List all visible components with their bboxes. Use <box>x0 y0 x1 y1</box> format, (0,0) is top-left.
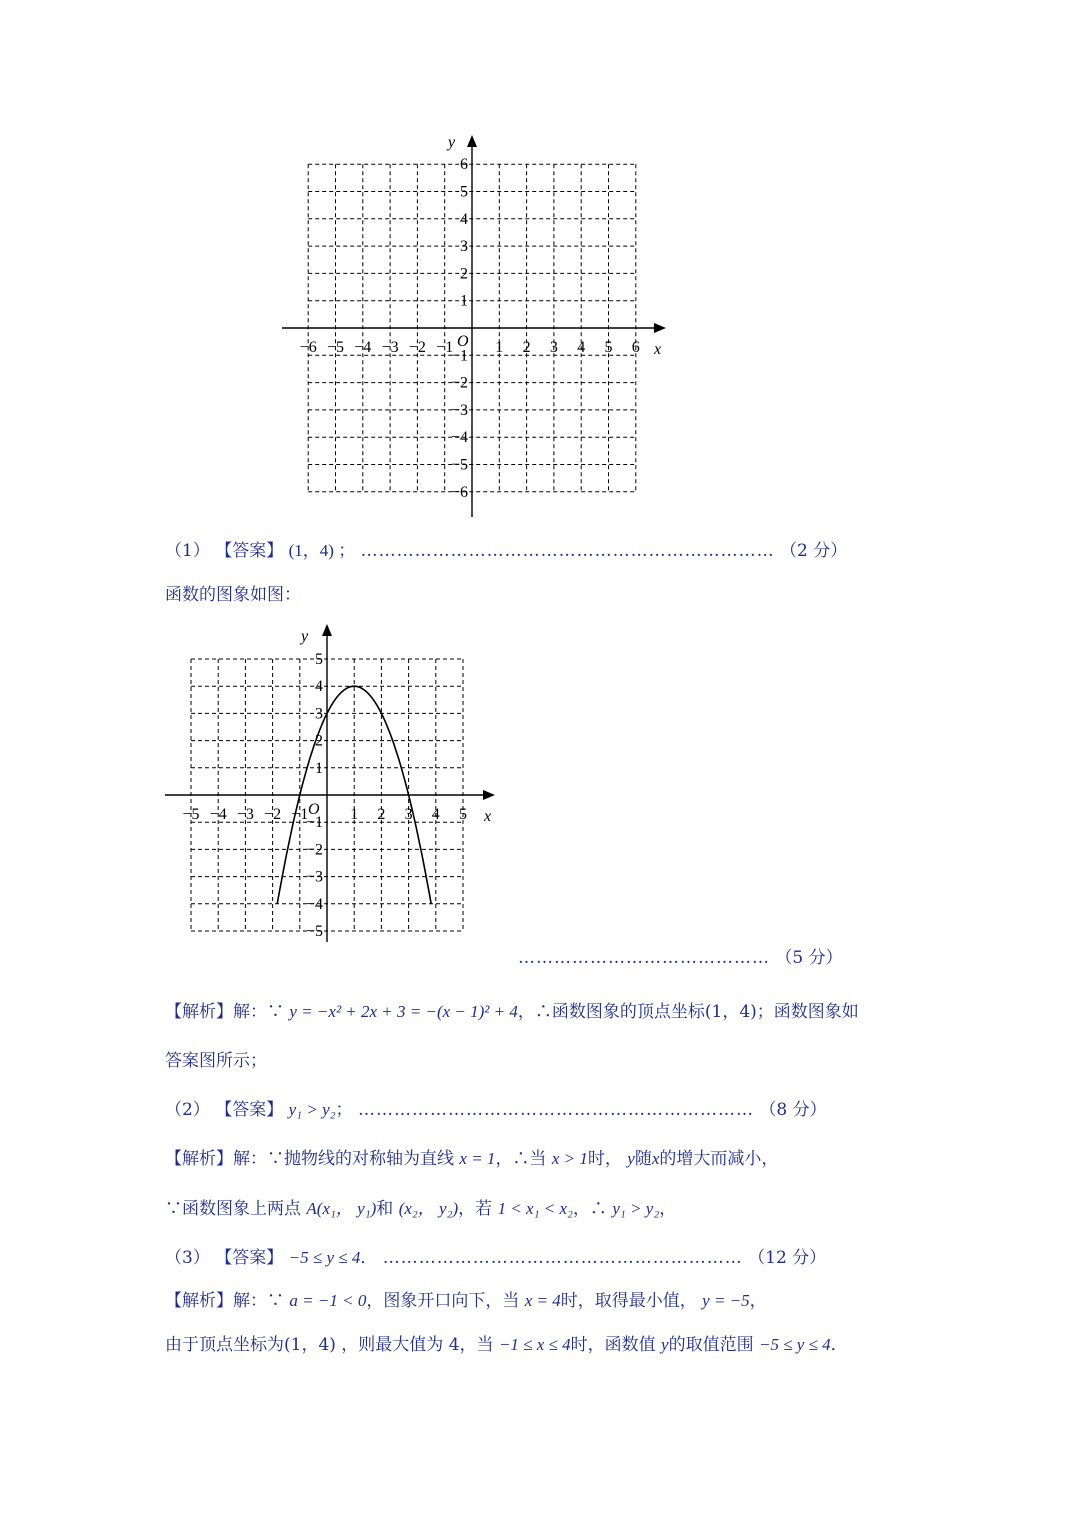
y-tick-label: −3 <box>450 401 468 419</box>
conclusion: y₁ > y₂ <box>612 1199 660 1218</box>
y-tick-label: −4 <box>305 895 323 913</box>
formula-y: y <box>627 1149 635 1168</box>
text-mid: 的取值范围 <box>668 1335 754 1355</box>
x-tick-label: −4 <box>354 339 372 356</box>
y-axis-arrow <box>467 135 477 147</box>
inequality: 1 < x₁ < x₂ <box>497 1199 573 1218</box>
x-tick-label: −4 <box>209 806 227 823</box>
x-tick-label: 5 <box>604 339 613 356</box>
x-tick-label: −2 <box>408 339 426 356</box>
analysis-tag: 【解析】 <box>165 1149 233 1169</box>
empty-coordinate-grid <box>270 125 690 530</box>
formula-y: y <box>661 1335 669 1354</box>
q2-analysis-line2 <box>165 1194 676 1219</box>
formula-x: x <box>651 1149 660 1168</box>
text-mid: ，∴当 <box>495 1149 547 1169</box>
analysis-pre: 解：∵ <box>233 1291 284 1311</box>
q1-analysis-line <box>165 997 859 1022</box>
score-label: （2 分） <box>780 541 848 561</box>
x-tick-label: 3 <box>404 806 413 823</box>
dotted-leader: …………………………………………………………… <box>360 541 775 561</box>
formula-x4: x = 4 <box>524 1291 561 1310</box>
point-a: A(x₁， y₁) <box>306 1199 377 1218</box>
formula-condition: x > 1 <box>551 1149 588 1168</box>
text-mid: 时，取得最小值， <box>560 1291 697 1311</box>
y-axis-label: y <box>301 628 309 645</box>
x-tick-label: 4 <box>431 806 440 823</box>
x-tick-label: 2 <box>377 806 386 823</box>
value-range: −5 ≤ y ≤ 4 <box>758 1335 831 1354</box>
x-tick-label: 3 <box>549 339 558 356</box>
x-axis-arrow <box>654 323 666 333</box>
y-tick-label: 5 <box>315 651 323 668</box>
q3-answer-line <box>165 1243 826 1268</box>
x-tick-label: 5 <box>459 806 467 823</box>
score-label: （8 分） <box>759 1100 827 1120</box>
text-post: ， <box>659 1199 677 1219</box>
y-axis-label: y <box>448 134 456 151</box>
text-pre: ∵函数图象上两点 <box>165 1199 301 1219</box>
answer-tag: 【答案】 <box>215 1100 284 1120</box>
y-tick-label: −2 <box>305 841 323 859</box>
y-tick-label: −1 <box>450 347 468 365</box>
part-label: （3） <box>165 1248 210 1268</box>
answer-tag: 【答案】 <box>215 1248 284 1268</box>
x-tick-label: 2 <box>522 339 531 356</box>
text-mid: 时， <box>587 1149 622 1169</box>
q3-analysis-line2 <box>165 1330 848 1355</box>
analysis-tag: 【解析】 <box>165 1291 233 1311</box>
y-tick-label: 3 <box>315 705 323 723</box>
y-tick-label: 2 <box>460 265 468 283</box>
formula-axis: x = 1 <box>459 1149 496 1168</box>
analysis-pre: 解：∵ <box>233 1002 284 1022</box>
origin-label: O <box>308 801 320 818</box>
x-tick-label: −5 <box>326 339 345 356</box>
analysis-post: ，∴函数图象的顶点坐标(1，4)；函数图象如 <box>517 1002 859 1022</box>
q2-analysis-line <box>165 1144 778 1169</box>
y-tick-label: −1 <box>305 814 323 832</box>
y-tick-label: 1 <box>315 759 323 777</box>
text-mid: ，图象开口向下，当 <box>366 1291 520 1311</box>
x-axis-label: x <box>484 808 492 825</box>
answer-value: (1，4) ； <box>288 541 356 560</box>
x-tick-label: −1 <box>291 806 309 823</box>
x-tick-label: −1 <box>436 339 454 356</box>
text-mid: 和 <box>376 1199 394 1219</box>
y-tick-label: −3 <box>305 868 323 886</box>
text-mid: 时，函数值 <box>570 1335 656 1355</box>
y-tick-label: −6 <box>450 483 468 501</box>
y-tick-label: 1 <box>460 292 468 310</box>
answer-tag: 【答案】 <box>215 541 284 561</box>
text-post: ． <box>830 1335 848 1355</box>
score-label: （12 分） <box>748 1248 827 1268</box>
parabola-graph <box>155 620 515 950</box>
answer-sep: ． <box>360 1248 378 1268</box>
text-mid: 随 <box>634 1149 652 1169</box>
y-axis-arrow <box>322 624 332 636</box>
formula-a: a = −1 < 0 <box>289 1291 367 1310</box>
analysis-pre: 解：∵抛物线的对称轴为直线 <box>233 1149 454 1169</box>
y-tick-label: 4 <box>315 678 323 696</box>
formula-min: y = −5 <box>702 1291 750 1310</box>
x-tick-label: 1 <box>350 806 359 823</box>
q1-answer-line <box>165 536 847 561</box>
q1-score2-line <box>518 943 843 968</box>
score-label: （5 分） <box>775 948 843 968</box>
q1-note-line: 函数的图象如图： <box>165 585 301 605</box>
y-tick-label: 6 <box>460 156 468 174</box>
text-mid: ，若 <box>458 1199 493 1219</box>
q2-answer-line <box>165 1095 827 1120</box>
x-tick-label: 6 <box>631 339 640 356</box>
answer-sep: ； <box>335 1100 353 1120</box>
x-tick-label: −3 <box>236 806 254 823</box>
text-mid: ，∴ <box>572 1199 607 1219</box>
dotted-leader: ………………………………………………………… <box>357 1100 754 1120</box>
x-tick-label: −2 <box>264 806 282 823</box>
dotted-leader: …………………………………………………… <box>382 1248 743 1268</box>
x-tick-label: 4 <box>577 339 586 356</box>
q3-analysis-line <box>165 1286 767 1311</box>
point-b: (x₂， y₂) <box>398 1199 459 1218</box>
analysis-post: ， <box>749 1291 767 1311</box>
answer-value: y₁ > y₂ <box>288 1100 336 1119</box>
part-label: （2） <box>165 1100 210 1120</box>
y-tick-label: 5 <box>460 183 468 201</box>
q1-analysis-line2: 答案图所示； <box>165 1051 267 1071</box>
x-tick-label: −6 <box>299 339 317 356</box>
analysis-post: 的增大而减小， <box>659 1149 779 1169</box>
y-tick-label: −2 <box>450 374 468 392</box>
y-tick-label: 3 <box>460 238 468 256</box>
y-tick-label: −4 <box>450 429 468 447</box>
x-axis-arrow <box>483 790 495 800</box>
text-pre: 由于顶点坐标为(1，4) ，则最大值为 4，当 <box>165 1335 494 1355</box>
y-tick-label: 2 <box>315 732 323 750</box>
y-tick-label: −5 <box>305 923 323 940</box>
x-axis-label: x <box>654 341 662 358</box>
x-tick-label: −3 <box>381 339 399 356</box>
vertex-formula: y = −x² + 2x + 3 = −(x − 1)² + 4 <box>289 1002 518 1021</box>
dotted-leader: …………………………………… <box>518 948 770 968</box>
y-tick-label: −5 <box>450 456 468 474</box>
analysis-tag: 【解析】 <box>165 1002 233 1022</box>
x-tick-label: −5 <box>182 806 200 823</box>
y-tick-label: 4 <box>460 210 468 228</box>
x-tick-label: 1 <box>495 339 504 356</box>
answer-value: −5 ≤ y ≤ 4 <box>288 1248 361 1267</box>
origin-label: O <box>457 333 469 350</box>
part-label: （1） <box>165 541 210 561</box>
domain-range: −1 ≤ x ≤ 4 <box>498 1335 571 1354</box>
